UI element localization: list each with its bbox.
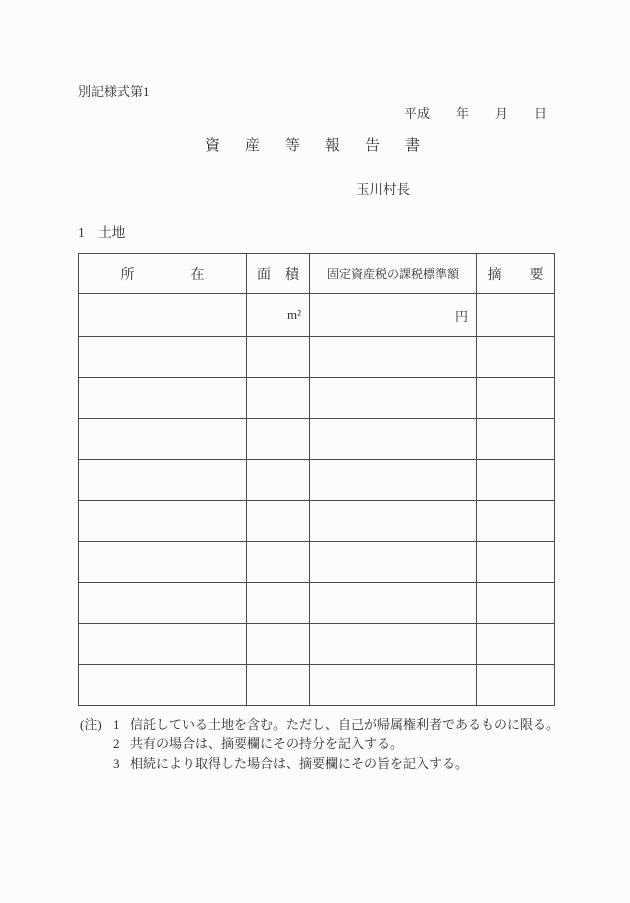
section-heading-land: 1 土地 [78, 225, 126, 240]
note-text: 共有の場合は、摘要欄にその持分を記入する。 [130, 736, 404, 752]
footnotes [80, 715, 559, 773]
table-cell [247, 583, 310, 624]
table-cell [310, 501, 477, 542]
table-cell [79, 419, 247, 460]
unit-cell-area: m² [247, 294, 310, 337]
note-number: 1 [113, 717, 120, 732]
form-id: 別記様式第1 [78, 84, 150, 99]
table-header-row [79, 254, 555, 294]
table-cell [79, 378, 247, 419]
table-cell [247, 501, 310, 542]
note-line [80, 734, 559, 753]
note-text: 相続により取得した場合は、摘要欄にその旨を記入する。 [130, 755, 469, 771]
table-row [79, 542, 555, 583]
table-cell [79, 501, 247, 542]
table-row [79, 419, 555, 460]
table-cell [79, 294, 247, 337]
column-header-tax-base: 固定資産税の課税標準額 [310, 254, 477, 294]
table-cell [247, 337, 310, 378]
table-row [79, 583, 555, 624]
table-cell [477, 624, 555, 665]
addressee: 玉川村長 [356, 182, 410, 197]
table-cell [477, 419, 555, 460]
table-cell [477, 294, 555, 337]
note-text: 信託している土地を含む。ただし、自己が帰属権利者であるものに限る。 [130, 717, 560, 732]
note-label: (注) [80, 717, 102, 732]
table-cell [310, 460, 477, 501]
table-cell [79, 583, 247, 624]
note-line [80, 754, 559, 773]
table-cell [79, 337, 247, 378]
table-cell [247, 624, 310, 665]
table-cell [247, 542, 310, 583]
table-row [79, 460, 555, 501]
table-cell [310, 583, 477, 624]
date-line: 平成 年 月 日 [404, 106, 548, 121]
table-cell [79, 460, 247, 501]
table-cell [477, 378, 555, 419]
table-row [79, 337, 555, 378]
unit-row [79, 294, 555, 337]
table-cell [310, 419, 477, 460]
land-table [78, 253, 555, 706]
table-cell [247, 460, 310, 501]
table-cell [310, 378, 477, 419]
column-header-remarks: 摘 要 [477, 254, 555, 294]
table-cell [477, 665, 555, 706]
table-cell [477, 542, 555, 583]
table-cell [477, 460, 555, 501]
table-cell [247, 378, 310, 419]
table-row [79, 665, 555, 706]
table-cell [310, 665, 477, 706]
column-header-area: 面 積 [247, 254, 310, 294]
table-cell [247, 665, 310, 706]
table-cell [477, 583, 555, 624]
table-cell [310, 624, 477, 665]
table-cell [79, 624, 247, 665]
column-header-location: 所 在 [79, 254, 247, 294]
table-cell [79, 665, 247, 706]
table-cell [477, 337, 555, 378]
table-row [79, 378, 555, 419]
note-number: 3 [113, 755, 120, 771]
table-body [79, 294, 555, 706]
note-number: 2 [113, 736, 120, 752]
unit-cell-amount: 円 [310, 294, 477, 337]
note-line [80, 715, 559, 734]
table-cell [477, 501, 555, 542]
table-row [79, 501, 555, 542]
table-cell [79, 542, 247, 583]
table-cell [247, 419, 310, 460]
table-row [79, 624, 555, 665]
page-title: 資 産 等 報 告 書 [204, 138, 425, 154]
table-cell [310, 542, 477, 583]
table-cell [310, 337, 477, 378]
